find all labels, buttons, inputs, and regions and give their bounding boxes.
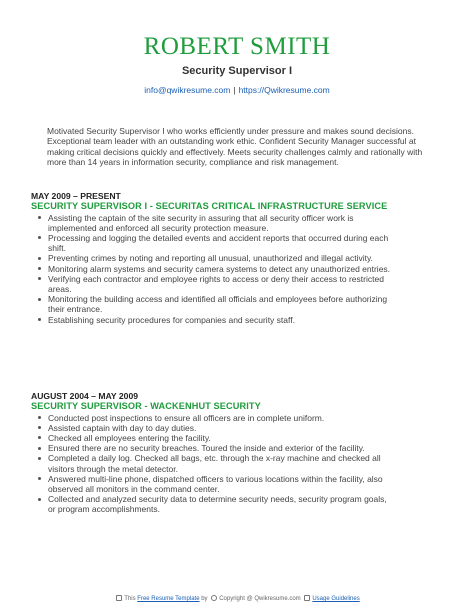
candidate-title: Security Supervisor I <box>181 65 293 77</box>
footer <box>0 595 474 604</box>
job-dates: AUGUST 2004 – MAY 2009 <box>31 391 139 401</box>
email-link[interactable]: info@qwikresume.com <box>144 85 231 95</box>
duties-list <box>31 413 451 515</box>
list-item: Checked all employees entering the facility. <box>38 433 391 443</box>
summary-paragraph: Motivated Security Supervisor I who works efficiently under pressure and makes sound decisions. Exceptional team leader with an outstanding work ethic. Confident Security Manager successful at making critical decisions quickly and effectively. Meets security challenges calmly and rationally with more than 14 years in information security, compliance and risk management. <box>47 126 423 167</box>
list-item: Collected and analyzed security data to determine security needs, security program goals, or program accomplishments. <box>38 494 391 514</box>
copyright-icon <box>211 595 217 601</box>
contact-line <box>0 84 474 96</box>
list-item: Answered multi-line phone, dispatched officers to various locations within the facility, also observed all monitors in the command center. <box>38 474 391 494</box>
duties-list <box>31 213 451 325</box>
usage-guidelines-link[interactable]: Usage Guidelines <box>312 596 360 602</box>
free-resume-template-link[interactable]: Free Resume Template <box>137 596 200 602</box>
job-entry <box>31 391 451 515</box>
list-item: Preventing crimes by noting and reporting all unusual, unauthorized and illegal activity. <box>38 253 391 263</box>
website-link[interactable]: https://Qwikresume.com <box>238 85 330 95</box>
job-title: SECURITY SUPERVISOR - WACKENHUT SECURITY <box>31 401 261 411</box>
candidate-name: ROBERT SMITH <box>143 33 331 60</box>
page-icon <box>116 595 122 601</box>
guidelines-icon <box>304 595 310 601</box>
list-item: Ensured there are no security breaches. Toured the inside and exterior of the facility. <box>38 443 391 453</box>
list-item: Monitoring the building access and identified all officials and employees before authorizing their entrance. <box>38 294 391 314</box>
list-item: Assisting the captain of the site security in assuring that all security officer work is implemented and enforced all security protection measure. <box>38 213 391 233</box>
footer-text: This <box>124 596 136 602</box>
list-item: Conducted post inspections to ensure all officers are in complete uniform. <box>38 413 391 423</box>
list-item: Assisted captain with day to day duties. <box>38 423 391 433</box>
list-item: Establishing security procedures for companies and security staff. <box>38 315 391 325</box>
footer-by-text: by <box>201 596 208 602</box>
list-item: Processing and logging the detailed events and accident reports that occurred during each shift. <box>38 233 391 253</box>
job-entry <box>31 191 451 325</box>
list-item: Verifying each contractor and employee rights to access or deny their access to restricted areas. <box>38 274 391 294</box>
list-item: Completed a daily log. Checked all bags, etc. through the x-ray machine and checked all visitors through the metal detector. <box>38 453 391 473</box>
contact-separator: | <box>233 85 236 95</box>
job-dates: MAY 2009 – PRESENT <box>31 191 121 201</box>
footer-copyright: Copyright @ Qwikresume.com <box>219 596 301 602</box>
list-item: Monitoring alarm systems and security camera systems to detect any unauthorized entries. <box>38 264 391 274</box>
job-title: SECURITY SUPERVISOR I - SECURITAS CRITICAL INFRASTRUCTURE SERVICE <box>31 201 388 211</box>
